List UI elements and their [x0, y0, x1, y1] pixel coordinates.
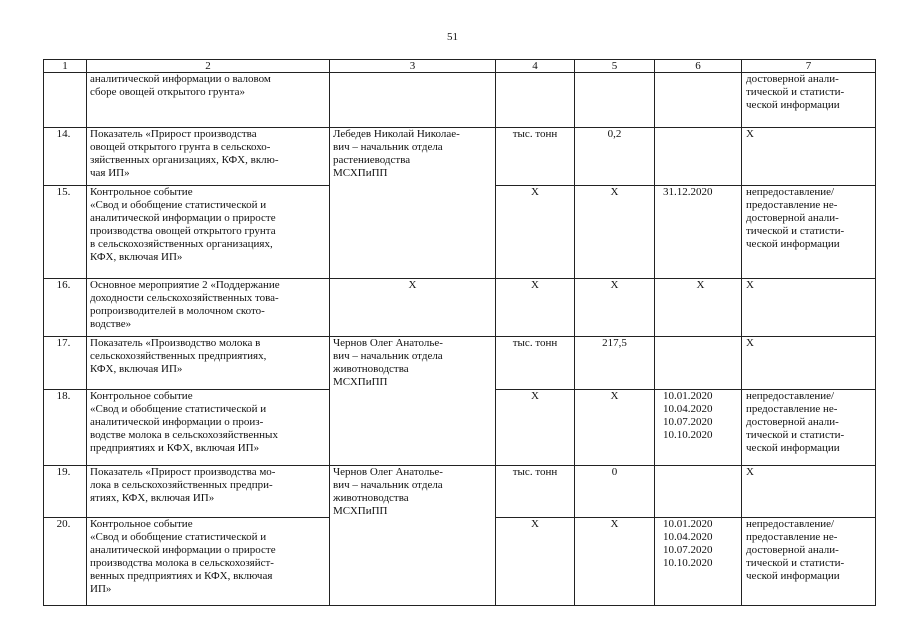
measure-description: Показатель «Прирост производства овощей открытого грунта в сельскохо- зяйственных организациях, КФХ, вклю- чая ИП» [87, 128, 330, 186]
value: Х [575, 279, 655, 337]
value: Х [575, 518, 655, 606]
row-number: 17. [44, 337, 87, 390]
value: Х [575, 389, 655, 465]
measure-description: Показатель «Производство молока в сельскохозяйственных предприятиях, КФХ, включая ИП» [87, 337, 330, 390]
measure-description: Контрольное событие «Свод и обобщение статистической и аналитической информации о приросте производства овощей открытого грунта в сельскохозяйственных организациях, КФХ, включая ИП» [87, 186, 330, 279]
measure-description: Основное мероприятие 2 «Поддержание доходности сельскохозяйственных това- ропроизводителей в молочном ското- водстве» [87, 279, 330, 337]
column-number: 1 [44, 60, 87, 73]
page-number: 51 [447, 31, 458, 43]
row-number: 18. [44, 389, 87, 465]
column-number: 6 [655, 60, 742, 73]
row-number [44, 73, 87, 128]
responsible-person: Чернов Олег Анатолье- вич – начальник отдела животноводства МСХПиПП [330, 465, 496, 518]
risk-description: достоверной анали- тической и статисти- ческой информации [742, 73, 876, 128]
unit: Х [496, 518, 575, 606]
unit: тыс. тонн [496, 465, 575, 518]
deadline [655, 337, 742, 390]
unit: Х [496, 279, 575, 337]
unit: тыс. тонн [496, 128, 575, 186]
risk-description: непредоставление/ предоставление не- достоверной анали- тической и статисти- ческой информации [742, 518, 876, 606]
table-row [44, 518, 876, 606]
value: 217,5 [575, 337, 655, 390]
risk-description: непредоставление/ предоставление не- достоверной анали- тической и статисти- ческой информации [742, 389, 876, 465]
table-row [44, 465, 876, 518]
responsible-person [330, 518, 496, 606]
risk-description: Х [742, 128, 876, 186]
row-number: 14. [44, 128, 87, 186]
deadline: 31.12.2020 [655, 186, 742, 279]
deadline [655, 73, 742, 128]
responsible-person: Чернов Олег Анатолье- вич – начальник отдела животноводства МСХПиПП [330, 337, 496, 390]
risk-description: Х [742, 465, 876, 518]
risk-description: Х [742, 337, 876, 390]
responsible-person: Х [330, 279, 496, 337]
table-row [44, 186, 876, 279]
responsible-person [330, 73, 496, 128]
column-number: 2 [87, 60, 330, 73]
measure-description: аналитической информации о валовом сборе овощей открытого грунта» [87, 73, 330, 128]
row-number: 19. [44, 465, 87, 518]
unit: тыс. тонн [496, 337, 575, 390]
unit: Х [496, 389, 575, 465]
row-number: 16. [44, 279, 87, 337]
deadline: 10.01.2020 10.04.2020 10.07.2020 10.10.2020 [655, 389, 742, 465]
table-row [44, 389, 876, 465]
responsible-person: Лебедев Николай Николае- вич – начальник отдела растениеводства МСХПиПП [330, 128, 496, 186]
column-number: 4 [496, 60, 575, 73]
measure-description: Контрольное событие «Свод и обобщение статистической и аналитической информации о приросте производства молока в сельскохозяйст- венных предприятиях и КФХ, включая ИП» [87, 518, 330, 606]
row-number: 15. [44, 186, 87, 279]
value: Х [575, 186, 655, 279]
column-number: 3 [330, 60, 496, 73]
deadline [655, 128, 742, 186]
deadline: Х [655, 279, 742, 337]
measure-description: Контрольное событие «Свод и обобщение статистической и аналитической информации о произ- водстве молока в сельскохозяйственных предприятиях и КФХ, включая ИП» [87, 389, 330, 465]
deadline: 10.01.2020 10.04.2020 10.07.2020 10.10.2020 [655, 518, 742, 606]
table-row [44, 73, 876, 128]
risk-description: непредоставление/ предоставление не- достоверной анали- тической и статисти- ческой информации [742, 186, 876, 279]
table-row [44, 128, 876, 186]
value: 0 [575, 465, 655, 518]
value [575, 73, 655, 128]
table-row [44, 279, 876, 337]
column-number: 7 [742, 60, 876, 73]
value: 0,2 [575, 128, 655, 186]
deadline [655, 465, 742, 518]
column-number-row [44, 60, 876, 73]
responsible-person [330, 389, 496, 465]
column-number: 5 [575, 60, 655, 73]
row-number: 20. [44, 518, 87, 606]
unit: Х [496, 186, 575, 279]
responsible-person [330, 186, 496, 279]
unit [496, 73, 575, 128]
table-row [44, 337, 876, 390]
activities-table [43, 59, 876, 606]
measure-description: Показатель «Прирост производства мо- лока в сельскохозяйственных предпри- ятиях, КФХ, включая ИП» [87, 465, 330, 518]
risk-description: Х [742, 279, 876, 337]
